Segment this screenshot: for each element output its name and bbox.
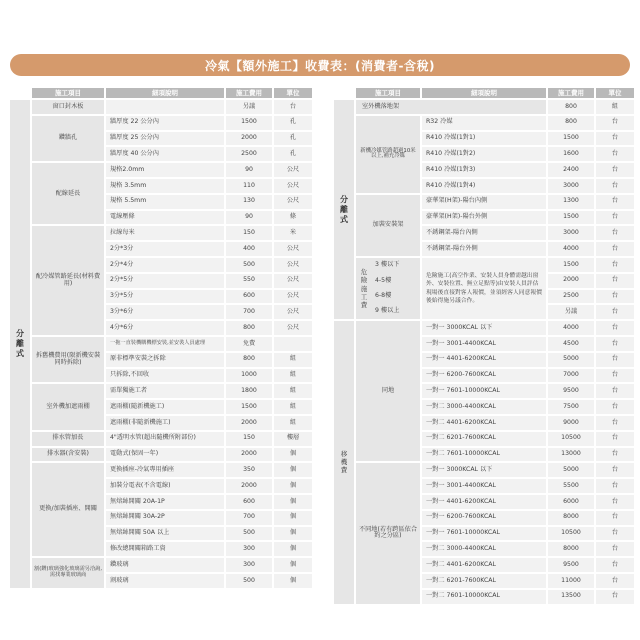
table-row: 修改總開關箱路工資 300 個 xyxy=(10,542,312,556)
table-row: 3分*6分 700 公尺 xyxy=(10,305,312,319)
table-row: 拆舊機費用(限新機安裝同時拆除) 一拖一直裝機購機標安裝,並安裝人員處理 免費 xyxy=(10,337,312,351)
table-row: 無熔絲開關 30A-2P 700 個 xyxy=(10,511,312,525)
right-fee-table xyxy=(332,86,636,606)
table-row: 更換/加裝插座、開關 更換插座-冷氣專用插座 350 個 xyxy=(10,463,312,477)
side-label: 分離式 xyxy=(334,100,354,319)
page-title: 冷氣【額外施工】收費表：(消費者-含稅) xyxy=(10,54,630,76)
header-desc: 細項說明 xyxy=(106,88,224,98)
table-row: 新機冷媒管路超過10米以上,補充冷媒 R32 冷媒 800 台 xyxy=(334,116,634,130)
table-row: 一對二 6201-7600KCAL 10500 台 xyxy=(334,432,634,446)
table-row: 一對二 4401-6200KCAL 9500 台 xyxy=(334,558,634,572)
table-row: 一對二 4401-6200KCAL 9000 台 xyxy=(334,416,634,430)
table-row: 分離式 室外機落地架 800 組 xyxy=(334,100,634,114)
table-row: 一對二 3000-4400KCAL 7500 台 xyxy=(334,400,634,414)
table-header xyxy=(10,88,312,98)
table-row: R410 冷媒(1對3) 2400 台 xyxy=(334,163,634,177)
table-row: 移機費 同地 一對一 3000KCAL 以下 4000 台 xyxy=(334,321,634,335)
table-row: 豪華架(H架)-陽台外側 1500 台 xyxy=(334,211,634,225)
table-row: 一對二 3000-4400KCAL 8000 台 xyxy=(334,542,634,556)
table-row: 配線延長 規格2.0mm 90 公尺 xyxy=(10,163,312,177)
table-row: 一對一 3001-4400KCAL 5500 台 xyxy=(334,479,634,493)
table-row: 牆厚度 40 公分內 2500 孔 xyxy=(10,147,312,161)
table-row: 一對二 7601-10000KCAL 13500 台 xyxy=(334,590,634,604)
header-fee: 施工費用 xyxy=(548,88,594,98)
header-item: 施工項目 xyxy=(32,88,104,98)
table-row: 牆厚度 25 公分內 2000 孔 xyxy=(10,132,312,146)
table-header xyxy=(334,88,634,98)
table-row: 不同地(若有跨區依合約之分區) 一對一 3000KCAL 以下 5000 台 xyxy=(334,463,634,477)
table-row: 2500 台 xyxy=(334,290,634,304)
table-row: 2分*4分 500 公尺 xyxy=(10,258,312,272)
header-unit: 單位 xyxy=(596,88,634,98)
table-row: 配冷媒管路延長(材料費用) 拉線每米 150 米 xyxy=(10,226,312,240)
header-desc: 細項說明 xyxy=(422,88,546,98)
table-row: 一對一 4401-6200KCAL 5000 台 xyxy=(334,353,634,367)
table-row: 室外機加遮雨棚 需單獨施工者 1800 組 xyxy=(10,384,312,398)
table-row: 割玻璃 500 個 xyxy=(10,574,312,588)
table-row: 4分*6分 800 公尺 xyxy=(10,321,312,335)
table-row: 不銹鋼架-陽台內側 3000 台 xyxy=(334,226,634,240)
table-row: 加裝安裝架 豪華架(H架)-陽台內側 1300 台 xyxy=(334,195,634,209)
table-row: 不銹鋼架-陽台外側 4000 台 xyxy=(334,242,634,256)
table-row: 遮雨棚(隨新機施工) 1500 組 xyxy=(10,400,312,414)
table-row: 一對一 3001-4400KCAL 4500 台 xyxy=(334,337,634,351)
table-row: 規格 3.5mm 110 公尺 xyxy=(10,179,312,193)
table-row: 危險施工費 3 樓以下 4-5樓 6-8樓 9 樓以上 危險施工(高空作業、安裝人員身體需越出窗外、安裝位置、無立足點等)由安裝人員評估現場後直接對客人報價，並須經客人同意報價後始得施另議合作。 1500 台 xyxy=(334,258,634,272)
table-row: 電線壓條 90 條 xyxy=(10,211,312,225)
table-row: 排水器(含安裝) 電動式(保固一年) 2000 個 xyxy=(10,448,312,462)
table-row: 規格 5.5mm 130 公尺 xyxy=(10,195,312,209)
table-row: 2分*3分 400 公尺 xyxy=(10,242,312,256)
danger-label: 危險施工費 xyxy=(360,268,368,309)
header-unit: 單位 xyxy=(274,88,312,98)
table-row: 加裝分電表(不含電線) 2000 個 xyxy=(10,479,312,493)
table-row: 另議 台 xyxy=(334,305,634,319)
table-row: 遮雨棚(非隨新機施工) 2000 組 xyxy=(10,416,312,430)
table-row: 割(鑽)玻璃強化玻璃需另洽詢,需找專業玻璃商 鑽玻璃 300 個 xyxy=(10,558,312,572)
table-row: 2000 台 xyxy=(334,274,634,288)
table-row: R410 冷媒(1對4) 3000 台 xyxy=(334,179,634,193)
table-row: 2分*5分 550 公尺 xyxy=(10,274,312,288)
move-label: 移機費 xyxy=(334,321,354,603)
table-row: 一對一 6200-7600KCAL 8000 台 xyxy=(334,511,634,525)
header-fee: 施工費用 xyxy=(226,88,272,98)
table-row: 原非標準安裝之拆除 800 組 xyxy=(10,353,312,367)
table-row: 一對一 4401-6200KCAL 6000 台 xyxy=(334,495,634,509)
table-row: 無熔絲開關 50A 以上 500 個 xyxy=(10,527,312,541)
table-row: 鑽牆孔 牆厚度 22 公分內 1500 孔 xyxy=(10,116,312,130)
table-row: 一對一 7601-10000KCAL 10500 台 xyxy=(334,527,634,541)
table-row: 無熔絲開關 20A-1P 600 個 xyxy=(10,495,312,509)
table-row: R410 冷媒(1對1) 1500 台 xyxy=(334,132,634,146)
left-fee-table xyxy=(8,86,314,590)
side-label: 分離式 xyxy=(10,100,30,588)
header-item: 施工項目 xyxy=(356,88,420,98)
table-row: R410 冷媒(1對2) 1600 台 xyxy=(334,147,634,161)
table-row: 分離式 窗口封木板 另議 台 xyxy=(10,100,312,114)
table-row: 一對一 7601-10000KCAL 9500 台 xyxy=(334,384,634,398)
table-row: 一對二 7601-10000KCAL 13000 台 xyxy=(334,448,634,462)
table-row: 只拆除,不回收 1000 組 xyxy=(10,369,312,383)
table-row: 3分*5分 600 公尺 xyxy=(10,290,312,304)
table-row: 一對二 6201-7600KCAL 11000 台 xyxy=(334,574,634,588)
table-row: 一對一 6200-7600KCAL 7000 台 xyxy=(334,369,634,383)
table-row: 排水管加長 4"透明水管(超出隨機所附部份) 150 樓層 xyxy=(10,432,312,446)
